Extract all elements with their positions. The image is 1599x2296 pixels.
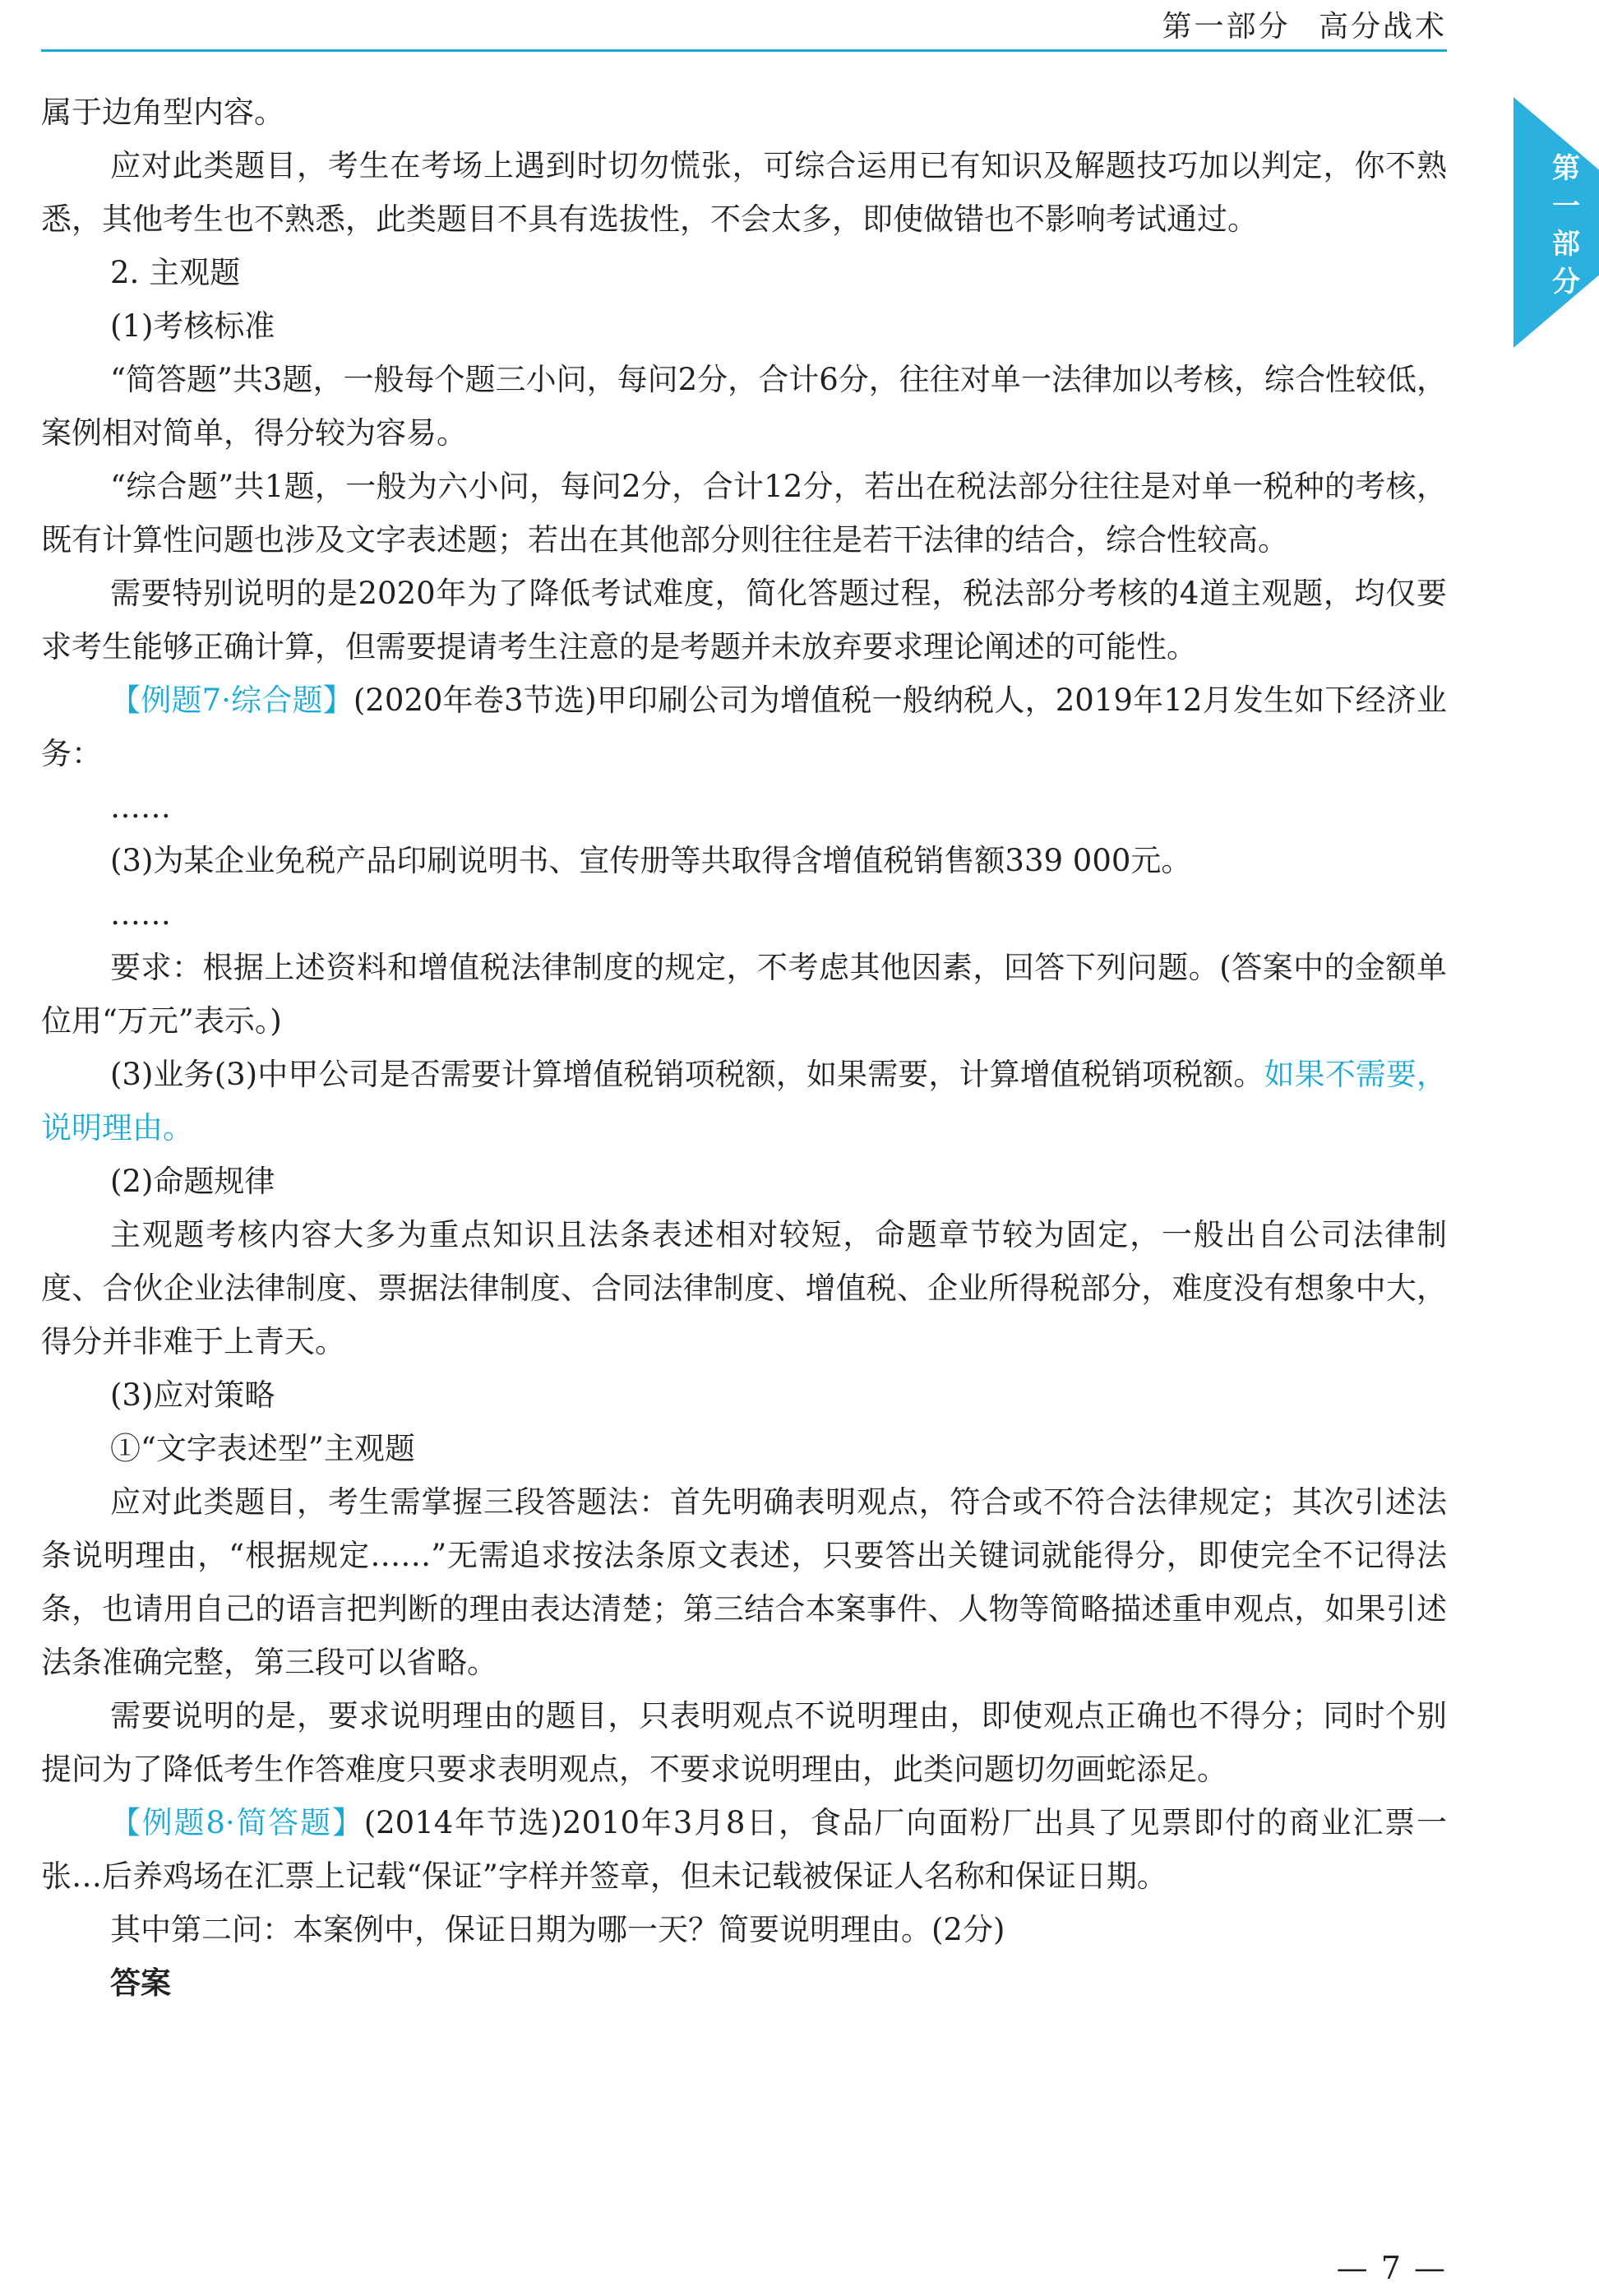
subsection-heading: (2)命题规律 <box>110 1164 275 1199</box>
question-paragraph <box>41 1048 1447 1155</box>
paragraph: 需要特别说明的是2020年为了降低考试难度，简化答题过程，税法部分考核的4道主观题，均仅要求考生能够正确计算，但需要提请考生注意的是考题并未放弃要求理论阐述的可能性。 <box>41 576 1447 664</box>
paragraph: 应对此类题目，考生需掌握三段答题法：首先明确表明观点，符合或不符合法律规定；其次引述法条说明理由，“根据规定……”无需追求按法条原文表述，只要答出关键词就能得分，即使完全不记得法条，也请用自己的语言把判断的理由表达清楚；第三结合本案事件、人物等简略描述重申观点，如果引述法条准确完整，第三段可以省略。 <box>41 1484 1447 1680</box>
section-tab-label: 第一部分 <box>1552 152 1580 299</box>
example-label: 【例题7·综合题】 <box>110 683 354 718</box>
question-text: (3)业务(3)中甲公司是否需要计算增值税销项税额，如果需要，计算增值税销项税额。 <box>110 1057 1264 1092</box>
example-paragraph <box>41 1796 1447 1903</box>
ellipsis: …… <box>110 896 171 932</box>
highlighted-text: 如果不需要，说明理由。 <box>41 1057 1447 1146</box>
section-heading: 2. 主观题 <box>110 255 241 290</box>
paragraph: “综合题”共1题，一般为六小问，每问2分，合计12分，若出在税法部分往往是对单一税种的考核，既有计算性问题也涉及文字表述题；若出在其他部分则往往是若干法律的结合，综合性较高。 <box>41 469 1447 558</box>
example-paragraph <box>41 674 1447 780</box>
subsection-heading: (1)考核标准 <box>110 308 275 344</box>
paragraph: 主观题考核内容大多为重点知识且法条表述相对较短，命题章节较为固定，一般出自公司法律制度、合伙企业法律制度、票据法律制度、合同法律制度、增值税、企业所得税部分，难度没有想象中大，得分并非难于上青天。 <box>41 1217 1447 1359</box>
answer-label: 答案 <box>110 1965 171 2001</box>
ellipsis: …… <box>110 789 171 825</box>
example-label: 【例题8·简答题】 <box>110 1805 364 1840</box>
example-text: (2014年节选)2010年3月8日，食品厂向面粉厂出具了见票即付的商业汇票一张…后养鸡场在汇票上记载“保证”字样并签章，但未记载被保证人名称和保证日期。 <box>41 1805 1447 1894</box>
paragraph: “简答题”共3题，一般每个题三小问，每问2分，合计6分，往往对单一法律加以考核，综合性较低，案例相对简单，得分较为容易。 <box>41 362 1447 451</box>
example-text: (2020年卷3节选)甲印刷公司为增值税一般纳税人，2019年12月发生如下经济业务： <box>41 683 1447 771</box>
paragraph: 其中第二问：本案例中，保证日期为哪一天？简要说明理由。(2分) <box>110 1912 1005 1947</box>
paragraph: 需要说明的是，要求说明理由的题目，只表明观点不说明理由，即使观点正确也不得分；同时个别提问为了降低考生作答难度只要求表明观点，不要求说明理由，此类问题切勿画蛇添足。 <box>41 1698 1447 1787</box>
subsection-heading: (3)应对策略 <box>110 1377 275 1413</box>
paragraph: 属于边角型内容。 <box>41 95 284 130</box>
page-number: — 7 — <box>1336 2250 1447 2286</box>
paragraph: (3)为某企业免税产品印刷说明书、宣传册等共取得含增值税销售额339 000元。 <box>110 843 1192 878</box>
page-body <box>41 86 1447 2010</box>
header-rule <box>41 49 1447 52</box>
paragraph: 要求：根据上述资料和增值税法律制度的规定，不考虑其他因素，回答下列问题。(答案中的金额单位用“万元”表示。) <box>41 950 1447 1039</box>
subsection-heading: ①“文字表述型”主观题 <box>110 1431 415 1466</box>
paragraph: 应对此类题目，考生在考场上遇到时切勿慌张，可综合运用已有知识及解题技巧加以判定，你不熟悉，其他考生也不熟悉，此类题目不具有选拔性，不会太多，即使做错也不影响考试通过。 <box>41 148 1447 237</box>
running-header: 第一部分 高分战术 <box>1162 10 1447 44</box>
